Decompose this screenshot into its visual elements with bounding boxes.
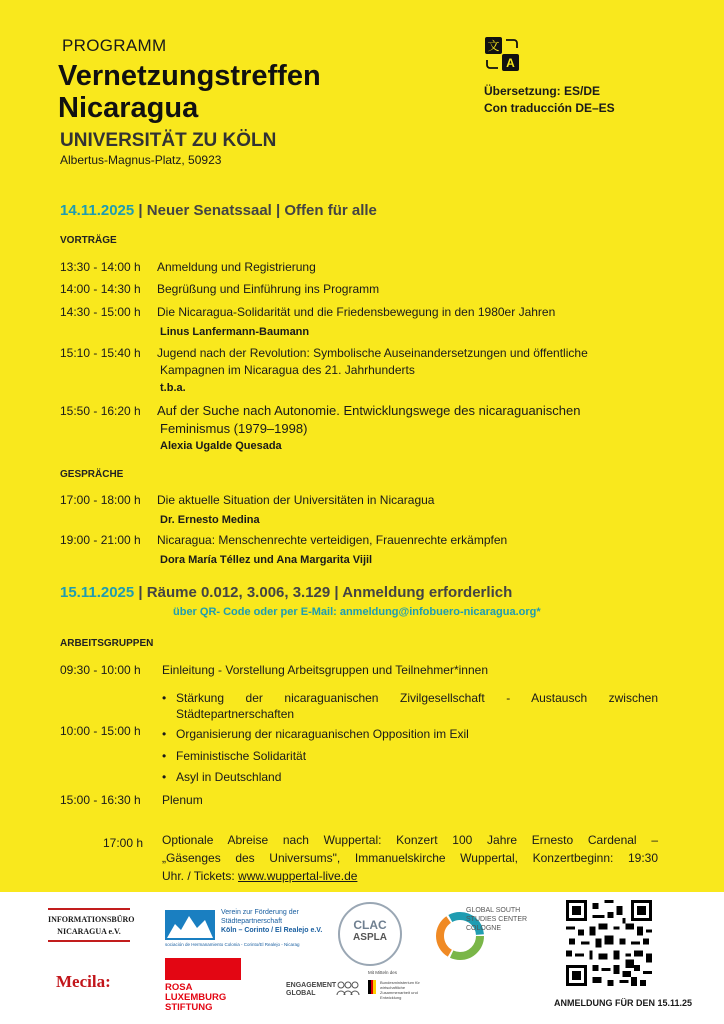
bmz-logo: Bundesministerium für wirtschaftliche Zusammenarbeit und Entwicklung bbox=[380, 980, 420, 1000]
speaker: Alexia Ugalde Quesada bbox=[160, 440, 282, 452]
list-item: • Feministische Solidarität bbox=[162, 748, 306, 764]
city-skyline-icon bbox=[165, 910, 215, 940]
page-title: Vernetzungstreffen Nicaragua bbox=[58, 60, 321, 124]
section-arbeitsgruppen: ARBEITSGRUPPEN bbox=[60, 638, 154, 649]
address: Albertus-Magnus-Platz, 50923 bbox=[60, 153, 222, 167]
list-item: • Stärkung der nicaraguanischen Zivilgesellschaft - Austausch zwischen Städtepartnerschaften bbox=[162, 690, 658, 722]
speaker: t.b.a. bbox=[160, 382, 186, 394]
translation-note: Übersetzung: ES/DE Con traducción DE–ES bbox=[484, 84, 615, 115]
optional-time: 17:00 h bbox=[103, 836, 144, 850]
schedule-row: 14:00 - 14:30 h Begrüßung und Einführung ins Programm bbox=[60, 282, 380, 296]
schedule-row: 17:00 - 18:00 h Die aktuelle Situation der Universitäten in Nicaragua Dr. Ernesto Medina bbox=[60, 493, 435, 526]
section-vortraege: VORTRÄGE bbox=[60, 235, 117, 246]
groups-time: 10:00 - 15:00 h bbox=[60, 724, 141, 738]
speaker: Dr. Ernesto Medina bbox=[160, 514, 260, 526]
sponsor-footer: INFORMATIONSBÜRO NICARAGUA e.V. Verein zur Förderung der Städtepartnerschaft Köln – Corinto / El Realejo e.V. sociación de Hermanamiento Colonia - Corinto/El Realejo - Nicarag CLAC ASPLA GLOBAL SOUTH STUDIES CENTER COLOGNE ANMELDUNG FÜR DEN 15.11.25 Mecila: ROSA LUXEMBURG STIFTUNG ENGAGEMENT GLOBAL Mit Mitteln des Bundesministerium für wirtschaftliche Zusammenarbeit und Entwicklung bbox=[0, 892, 724, 1024]
optional-trip: Optionale Abreise nach Wuppertal: Konzert 100 Jahre Ernesto Cardenal – „Gäsenges des Universums", Immanuelskirche Wuppertal, Konzertbeginn: 19:30 Uhr. / Tickets: www.wuppertal-live.de bbox=[162, 833, 658, 883]
list-item: • Asyl in Deutschland bbox=[162, 769, 281, 785]
day1-date: 14.11.2025 bbox=[60, 202, 135, 219]
tickets-link[interactable]: www.wuppertal-live.de bbox=[238, 869, 358, 883]
clac-aspla-logo: CLAC ASPLA bbox=[338, 902, 402, 966]
schedule-row: 14:30 - 15:00 h Die Nicaragua-Solidarität und die Friedensbewegung in den 1980er Jahren Linus Lanfermann-Baumann bbox=[60, 305, 556, 338]
svg-text:文: 文 bbox=[487, 39, 500, 53]
university-name: UNIVERSITÄT ZU KÖLN bbox=[60, 130, 277, 151]
global-south-logo: GLOBAL SOUTH STUDIES CENTER COLOGNE bbox=[434, 906, 544, 966]
speaker: Linus Lanfermann-Baumann bbox=[160, 326, 310, 338]
mecila-logo: Mecila: bbox=[56, 972, 111, 991]
schedule-row: 09:30 - 10:00 h Einleitung - Vorstellung Arbeitsgruppen und Teilnehmer*innen bbox=[60, 663, 488, 677]
engagement-global-logo: ENGAGEMENT GLOBAL bbox=[286, 982, 337, 997]
schedule-row: 15:10 - 15:40 h Jugend nach der Revolution: Symbolische Auseinandersetzungen und öffentliche Kampagnen im Nicaragua des 21. Jahrhunderts t.b.a. bbox=[60, 346, 588, 394]
verein-logo: Verein zur Förderung der Städtepartnerschaft Köln – Corinto / El Realejo e.V. sociación de Hermanamiento Colonia - Corinto/El Realejo - Nicarag bbox=[165, 909, 323, 947]
rosa-luxemburg-logo: ROSA LUXEMBURG STIFTUNG bbox=[165, 958, 241, 1013]
german-flag-icon bbox=[368, 980, 376, 994]
qr-caption: ANMELDUNG FÜR DEN 15.11.25 bbox=[554, 998, 693, 1008]
schedule-row: 13:30 - 14:00 h Anmeldung und Registrierung bbox=[60, 260, 316, 274]
schedule-row: 15:50 - 16:20 h Auf der Suche nach Autonomie. Entwicklungswege des nicaraguanischen Feminismus (1979–1998) Alexia Ugalde Quesada bbox=[60, 403, 581, 452]
list-item: • Organisierung der nicaraguanischen Opposition im Exil bbox=[162, 726, 469, 742]
infobuero-logo: INFORMATIONSBÜRO NICARAGUA e.V. bbox=[48, 908, 130, 942]
translate-icon bbox=[484, 36, 520, 72]
section-gespraeche: GESPRÄCHE bbox=[60, 469, 124, 480]
speaker: Dora María Téllez und Ana Margarita Vijil bbox=[160, 554, 373, 566]
program-label: PROGRAMM bbox=[62, 36, 167, 55]
schedule-row: 15:00 - 16:30 h Plenum bbox=[60, 793, 203, 807]
registration-note: über QR- Code oder per E-Mail: anmeldung@infobuero-nicaragua.org* bbox=[173, 606, 541, 618]
day2-date: 15.11.2025 bbox=[60, 584, 135, 601]
day1-heading: 14.11.2025 | Neuer Senatssaal | Offen für alle bbox=[60, 202, 377, 219]
people-icon bbox=[336, 980, 360, 996]
registration-qr-code[interactable] bbox=[566, 900, 652, 986]
svg-text:A: A bbox=[506, 56, 515, 70]
day2-heading: 15.11.2025 | Räume 0.012, 3.006, 3.129 | Anmeldung erforderlich bbox=[60, 584, 513, 601]
schedule-row: 19:00 - 21:00 h Nicaragua: Menschenrechte verteidigen, Frauenrechte erkämpfen Dora María Téllez und Ana Margarita Vijil bbox=[60, 533, 508, 566]
